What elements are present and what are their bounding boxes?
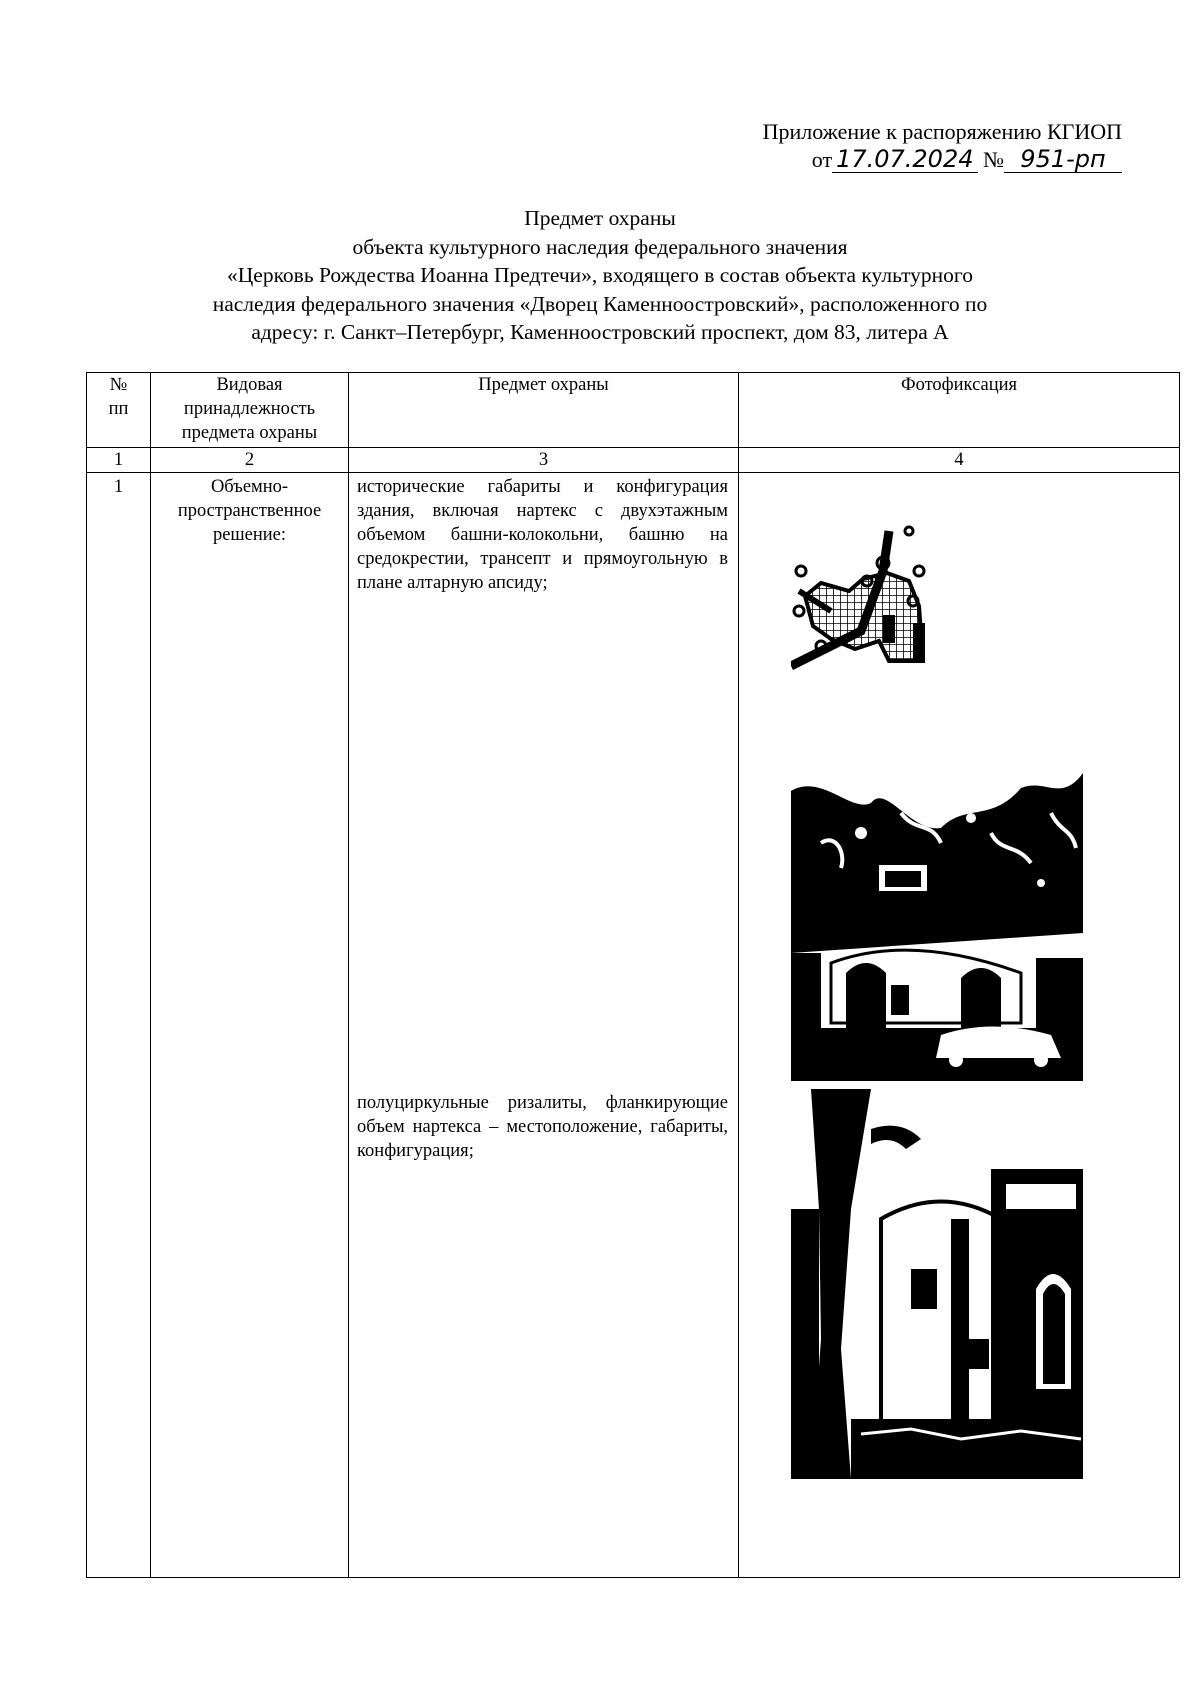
- row-photos: [739, 473, 1180, 1578]
- row-kind: Объемно-пространственное решение:: [151, 473, 349, 1578]
- row-subject: [349, 473, 739, 1578]
- subject-item-1: исторические габариты и конфигурация здания, включая нартекс с двухэтажным объемом башни-колокольни, башню на средокрестии, трансепт и прямоугольную в плане алтарную апсиду;: [357, 477, 728, 593]
- risalit-tower-photo: [791, 1089, 1083, 1479]
- header-kind: Видовая принадлежность предмета охраны: [151, 373, 349, 448]
- column-number: 3: [349, 448, 739, 473]
- title-line-2: объекта культурного наследия федерального значения: [352, 234, 848, 259]
- header-number: [87, 373, 151, 448]
- document-title: [120, 204, 1080, 347]
- title-line-5: адресу: г. Санкт–Петербург, Каменноостровский проспект, дом 83, литера А: [251, 320, 949, 344]
- column-number: 2: [151, 448, 349, 473]
- title-line-3: «Церковь Рождества Иоанна Предтечи», входящего в состав объекта культурного: [227, 263, 973, 287]
- table-header-row: [87, 373, 1180, 448]
- site-plan-map: [791, 511, 931, 671]
- handwritten-date: 17.07.2024: [832, 146, 977, 173]
- title-line-1: Предмет охраны: [524, 206, 676, 230]
- column-number: 1: [87, 448, 151, 473]
- subject-item-2: полуциркульные ризалиты, фланкирующие объем нартекса – местоположение, габариты, конфигурация;: [357, 1093, 728, 1161]
- number-label: №: [983, 147, 1004, 172]
- handwritten-number: 951-рп: [1004, 146, 1122, 173]
- church-exterior-photo: [791, 773, 1083, 1081]
- header-photo: Фотофиксация: [739, 373, 1180, 448]
- title-line-4: наследия федерального значения «Дворец Каменноостровский», расположенного по: [212, 291, 988, 316]
- from-label: от: [811, 147, 833, 172]
- row-number: 1: [87, 473, 151, 1578]
- header-number-pp: пп: [108, 399, 129, 419]
- appendix-header: [702, 118, 1122, 174]
- appendix-date-number: [702, 146, 1122, 174]
- column-numbers-row: [87, 448, 1180, 473]
- protection-table: [86, 372, 1180, 1578]
- column-number: 4: [739, 448, 1180, 473]
- appendix-label: Приложение к распоряжению КГИОП: [762, 119, 1122, 144]
- header-subject: Предмет охраны: [349, 373, 739, 448]
- header-number-sign: №: [109, 375, 128, 395]
- table-row: [87, 473, 1180, 1578]
